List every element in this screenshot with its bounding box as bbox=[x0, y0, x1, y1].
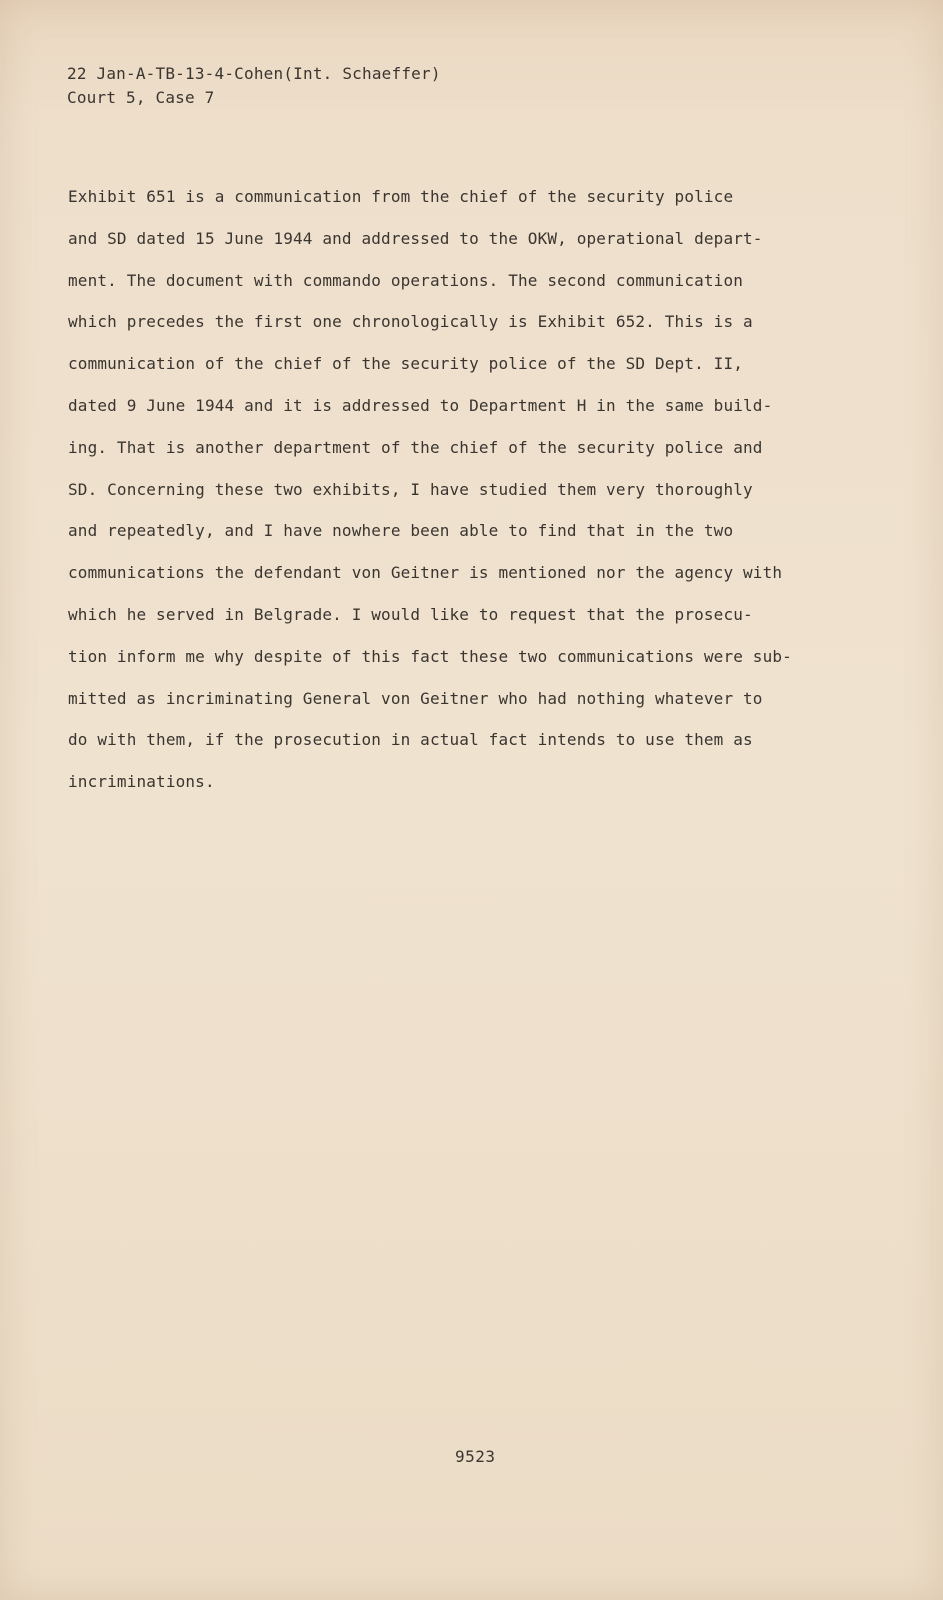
body-line: tion inform me why despite of this fact these two communications were sub- bbox=[68, 646, 792, 666]
body-line: communications the defendant von Geitner is mentioned nor the agency with bbox=[68, 563, 783, 583]
transcript-body bbox=[68, 176, 848, 803]
body-line: SD. Concerning these two exhibits, I have studied them very thoroughly bbox=[68, 479, 753, 499]
body-line: and SD dated 15 June 1944 and addressed to the OKW, operational depart- bbox=[68, 228, 763, 248]
body-line: and repeatedly, and I have nowhere been able to find that in the two bbox=[68, 521, 734, 541]
body-line: ment. The document with commando operations. The second communication bbox=[68, 270, 744, 290]
body-line: Exhibit 651 is a communication from the chief of the security police bbox=[68, 187, 734, 206]
body-line: mitted as incriminating General von Geitner who had nothing whatever to bbox=[68, 688, 763, 708]
header-reference-line: 22 Jan-A-TB-13-4-Cohen(Int. Schaeffer) bbox=[67, 64, 441, 83]
body-line: communication of the chief of the security police of the SD Dept. II, bbox=[68, 354, 744, 374]
body-line: which precedes the first one chronologically is Exhibit 652. This is a bbox=[68, 312, 753, 332]
header-court-line: Court 5, Case 7 bbox=[67, 88, 215, 107]
body-line: do with them, if the prosecution in actual fact intends to use them as bbox=[68, 730, 753, 750]
body-line: ing. That is another department of the chief of the security police and bbox=[68, 437, 763, 457]
document-header bbox=[67, 62, 441, 110]
body-line: which he served in Belgrade. I would like to request that the prosecu- bbox=[68, 604, 753, 624]
body-line: incriminations. bbox=[68, 772, 215, 792]
page-number: 9523 bbox=[455, 1447, 496, 1466]
body-line: dated 9 June 1944 and it is addressed to Department H in the same build- bbox=[68, 395, 773, 415]
